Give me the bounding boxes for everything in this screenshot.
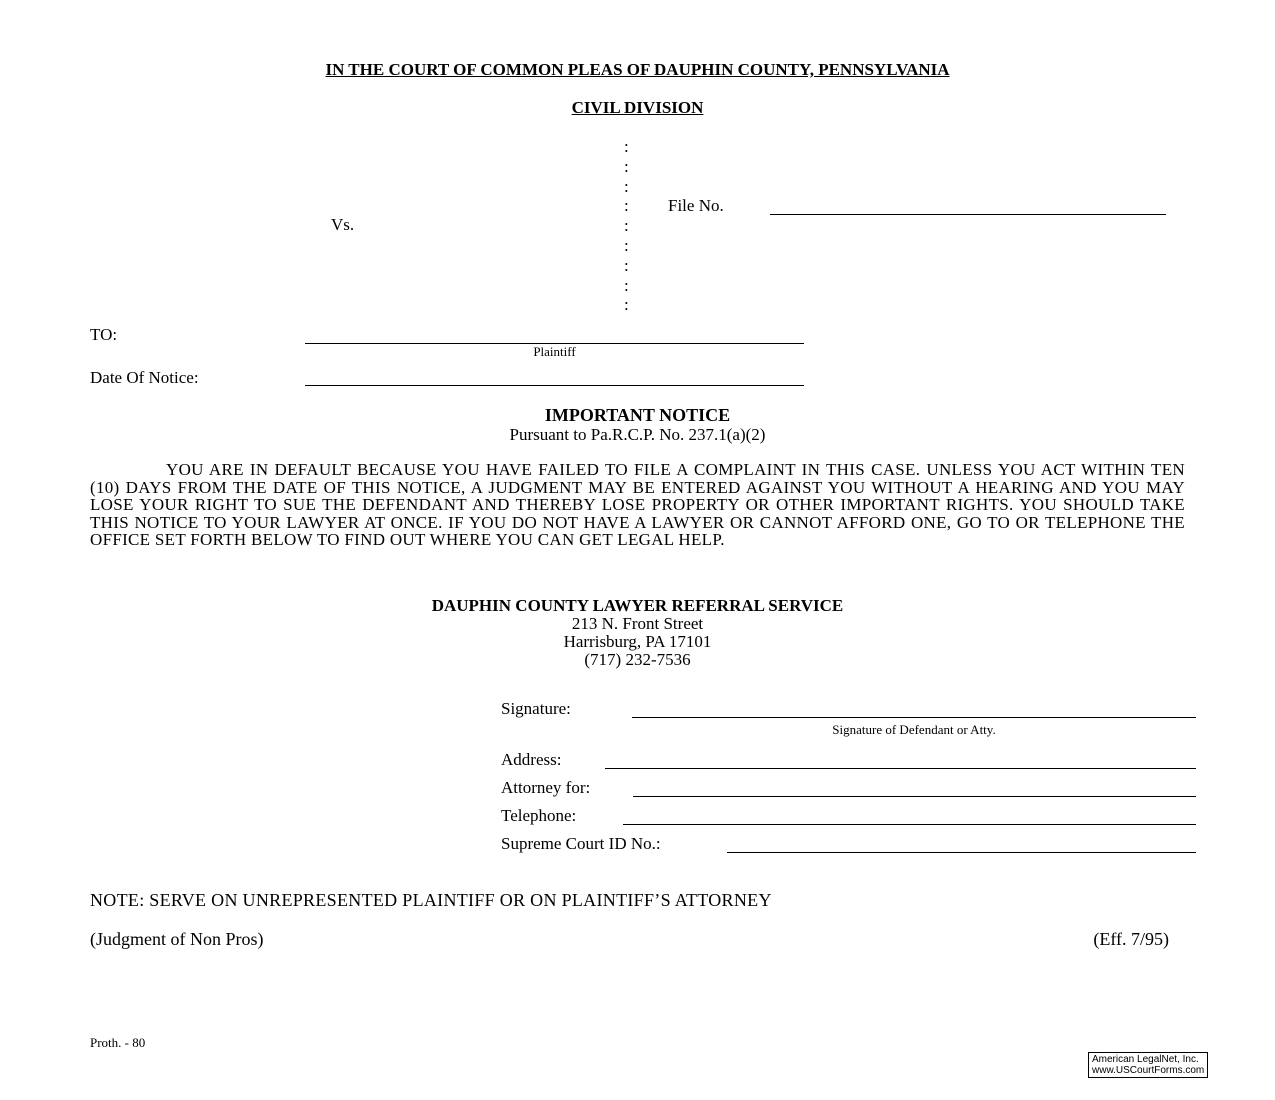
court-id-field[interactable]: [727, 852, 1196, 853]
address-label: Address:: [501, 750, 562, 769]
address-field[interactable]: [605, 768, 1196, 769]
form-title: (Judgment of Non Pros): [90, 929, 264, 949]
to-label: TO:: [90, 325, 118, 344]
attorney-for-label: Attorney for:: [501, 778, 591, 797]
notice-title: IMPORTANT NOTICE: [544, 405, 731, 425]
watermark: American LegalNet, Inc. www.USCourtForms.com: [1088, 1052, 1208, 1078]
signature-field[interactable]: [632, 717, 1196, 718]
referral-phone: (717) 232-7536: [584, 650, 691, 669]
effective-date: (Eff. 7/95): [1093, 929, 1169, 949]
telephone-field[interactable]: [623, 824, 1196, 825]
referral-name: DAUPHIN COUNTY LAWYER REFERRAL SERVICE: [431, 596, 844, 615]
form-number: Proth. - 80: [90, 1035, 146, 1050]
referral-street: 213 N. Front Street: [571, 614, 704, 633]
date-label: Date Of Notice:: [90, 368, 199, 387]
date-field[interactable]: [305, 385, 804, 386]
signature-label: Signature:: [501, 699, 571, 718]
caption-colons: : : : : : : : : :: [624, 137, 629, 315]
plaintiff-caption: Plaintiff: [533, 344, 576, 359]
file-no-label: File No.: [668, 196, 724, 215]
file-no-field[interactable]: [770, 214, 1166, 215]
telephone-label: Telephone:: [501, 806, 577, 825]
notice-body: YOU ARE IN DEFAULT BECAUSE YOU HAVE FAILED TO FILE A COMPLAINT IN THIS CASE. UNLESS YOU ACT WITHIN TEN (10) DAYS FROM THE DATE OF THIS NOTICE, A JUDGMENT MAY BE ENTERED AGAINST YOU WITHOUT A HEARING AND YOU MAY LOSE YOUR RIGHT TO SUE THE DEFENDANT AND THEREBY LOSE PROPERTY OR OTHER IMPORTANT RIGHTS. YOU SHOULD TAKE THIS NOTICE TO YOUR LAWYER AT ONCE. IF YOU DO NOT HAVE A LAWYER OR CANNOT AFFORD ONE, GO TO OR TELEPHONE THE OFFICE SET FORTH BELOW TO FIND OUT WHERE YOU CAN GET LEGAL HELP.: [90, 460, 1185, 549]
notice-subtitle: Pursuant to Pa.R.C.P. No. 237.1(a)(2): [509, 425, 766, 444]
court-heading: IN THE COURT OF COMMON PLEAS OF DAUPHIN COUNTY, PENNSYLVANIA: [325, 60, 950, 79]
service-note: NOTE: SERVE ON UNREPRESENTED PLAINTIFF OR ON PLAINTIFF’S ATTORNEY: [90, 890, 772, 910]
referral-city: Harrisburg, PA 17101: [563, 632, 712, 651]
vs-label: Vs.: [331, 215, 355, 234]
court-id-label: Supreme Court ID No.:: [501, 834, 661, 853]
signature-caption: Signature of Defendant or Atty.: [832, 722, 996, 737]
division-heading: CIVIL DIVISION: [571, 98, 704, 117]
attorney-for-field[interactable]: [633, 796, 1196, 797]
